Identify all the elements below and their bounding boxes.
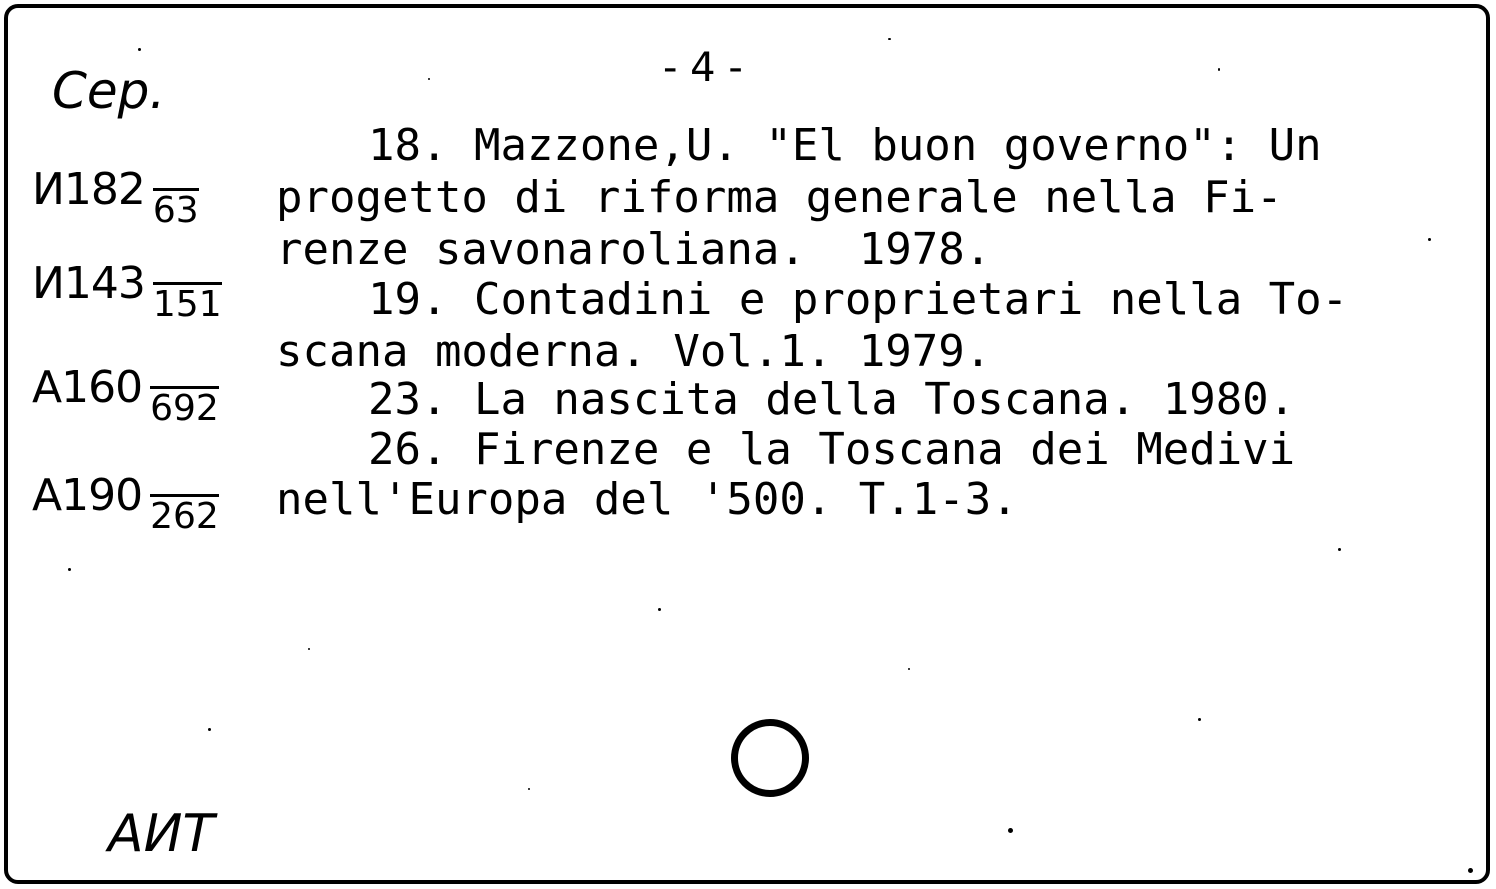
shelfmark bbox=[32, 258, 222, 325]
scan-speck bbox=[528, 788, 530, 790]
scan-speck bbox=[658, 608, 661, 611]
shelfmark-number: 151 bbox=[152, 284, 222, 325]
scan-speck bbox=[308, 648, 310, 650]
punch-hole bbox=[731, 719, 809, 797]
scan-speck bbox=[138, 48, 141, 51]
page-marker: - 4 - bbox=[663, 45, 743, 91]
entry-line: scana moderna. Vol.1. 1979. bbox=[276, 326, 992, 377]
shelfmark-code: И143 bbox=[32, 258, 145, 309]
scan-speck bbox=[1218, 68, 1220, 71]
scan-speck bbox=[428, 78, 430, 80]
entry-line: progetto di riforma generale nella Fi- bbox=[276, 172, 1283, 223]
shelfmark-number: 692 bbox=[150, 388, 219, 429]
scan-speck bbox=[208, 728, 211, 731]
footer-note: АИТ bbox=[108, 804, 215, 864]
scan-speck bbox=[1428, 238, 1431, 241]
entry-line: nell'Europa del '500. T.1-3. bbox=[276, 474, 1018, 525]
entry-line: 26. Firenze e la Toscana dei Medivi bbox=[368, 424, 1296, 475]
scan-speck bbox=[1338, 548, 1341, 551]
entry-line: 18. Mazzone,U. "El buon governo": Un bbox=[368, 120, 1322, 171]
entry-line: 23. La nascita della Toscana. 1980. bbox=[368, 374, 1296, 425]
entry-line: renze savonaroliana. 1978. bbox=[276, 224, 992, 275]
series-note: Сер. bbox=[52, 62, 166, 120]
catalog-card bbox=[4, 4, 1490, 884]
shelfmark bbox=[32, 164, 199, 231]
scan-speck bbox=[908, 668, 910, 670]
shelfmark-code: И182 bbox=[32, 164, 145, 215]
shelfmark-number: 262 bbox=[150, 496, 219, 537]
scan-speck bbox=[1468, 868, 1473, 873]
entry-line: 19. Contadini e proprietari nella To- bbox=[368, 274, 1349, 325]
shelfmark bbox=[32, 362, 219, 429]
shelfmark-code: А190 bbox=[32, 470, 143, 521]
scan-speck bbox=[1008, 828, 1013, 833]
scan-speck bbox=[888, 38, 891, 40]
scan-speck bbox=[1198, 718, 1201, 721]
shelfmark bbox=[32, 470, 219, 537]
shelfmark-code: А160 bbox=[32, 362, 143, 413]
shelfmark-number: 63 bbox=[152, 190, 199, 231]
scan-speck bbox=[68, 568, 71, 571]
